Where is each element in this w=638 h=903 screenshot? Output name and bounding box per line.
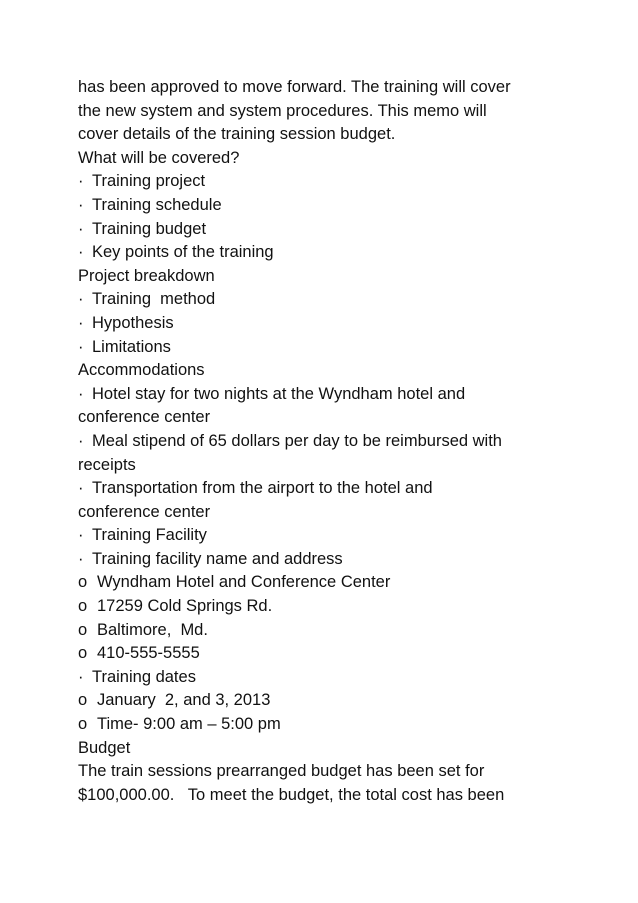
- breakdown-item: · Hypothesis: [78, 312, 578, 336]
- dates-item: · Training dates: [78, 666, 578, 690]
- covered-item: · Training project: [78, 170, 578, 194]
- sub-bullet-icon: o: [78, 691, 88, 710]
- sub-bullet-icon: o: [78, 644, 88, 663]
- budget-line: The train sessions prearranged budget has been set for: [78, 762, 485, 781]
- accommodations-heading: Accommodations: [78, 361, 205, 380]
- covered-heading: What will be covered?: [78, 148, 240, 167]
- covered-item: · Key points of the training: [78, 241, 578, 265]
- covered-item: · Training budget: [78, 218, 578, 242]
- bullet-icon: ·: [78, 313, 84, 332]
- budget-line: $100,000.00. To meet the budget, the total cost has been: [78, 785, 505, 804]
- transport-item-continued: conference center: [78, 502, 211, 521]
- bullet-icon: ·: [78, 243, 84, 262]
- bullet-icon: ·: [78, 290, 84, 309]
- address-item: o Wyndham Hotel and Conference Center: [78, 571, 578, 595]
- meal-item-continued: receipts: [78, 455, 136, 474]
- bullet-icon: ·: [78, 549, 84, 568]
- bullet-icon: ·: [78, 195, 84, 214]
- breakdown-item: · Limitations: [78, 336, 578, 360]
- hotel-item: · Hotel stay for two nights at the Wyndham hotel and: [78, 383, 578, 407]
- date-item: o January 2, and 3, 2013: [78, 689, 578, 713]
- bullet-icon: ·: [78, 337, 84, 356]
- budget-heading: Budget: [78, 738, 131, 757]
- sub-bullet-icon: o: [78, 620, 88, 639]
- hotel-item-continued: conference center: [78, 408, 211, 427]
- breakdown-heading: Project breakdown: [78, 266, 215, 285]
- covered-item: · Training schedule: [78, 194, 578, 218]
- bullet-icon: ·: [78, 667, 84, 686]
- bullet-icon: ·: [78, 384, 84, 403]
- sub-bullet-icon: o: [78, 597, 88, 616]
- intro-line: cover details of the training session budget.: [78, 125, 396, 144]
- bullet-icon: ·: [78, 526, 84, 545]
- bullet-icon: ·: [78, 172, 84, 191]
- bullet-icon: ·: [78, 431, 84, 450]
- time-item: o Time- 9:00 am – 5:00 pm: [78, 713, 578, 737]
- facility-item: · Training Facility: [78, 524, 578, 548]
- transport-item: · Transportation from the airport to the hotel and: [78, 477, 578, 501]
- intro-line: has been approved to move forward. The training will cover: [78, 78, 511, 96]
- intro-line: the new system and system procedures. This memo will: [78, 101, 487, 120]
- address-item: o 410-555-5555: [78, 642, 578, 666]
- address-item: o Baltimore, Md.: [78, 619, 578, 643]
- bullet-icon: ·: [78, 479, 84, 498]
- memo-body: [78, 76, 578, 807]
- facility-name-item: · Training facility name and address: [78, 548, 578, 572]
- sub-bullet-icon: o: [78, 715, 88, 734]
- breakdown-item: · Training method: [78, 288, 578, 312]
- address-item: o 17259 Cold Springs Rd.: [78, 595, 578, 619]
- sub-bullet-icon: o: [78, 573, 88, 592]
- bullet-icon: ·: [78, 219, 84, 238]
- meal-item: · Meal stipend of 65 dollars per day to be reimbursed with: [78, 430, 578, 454]
